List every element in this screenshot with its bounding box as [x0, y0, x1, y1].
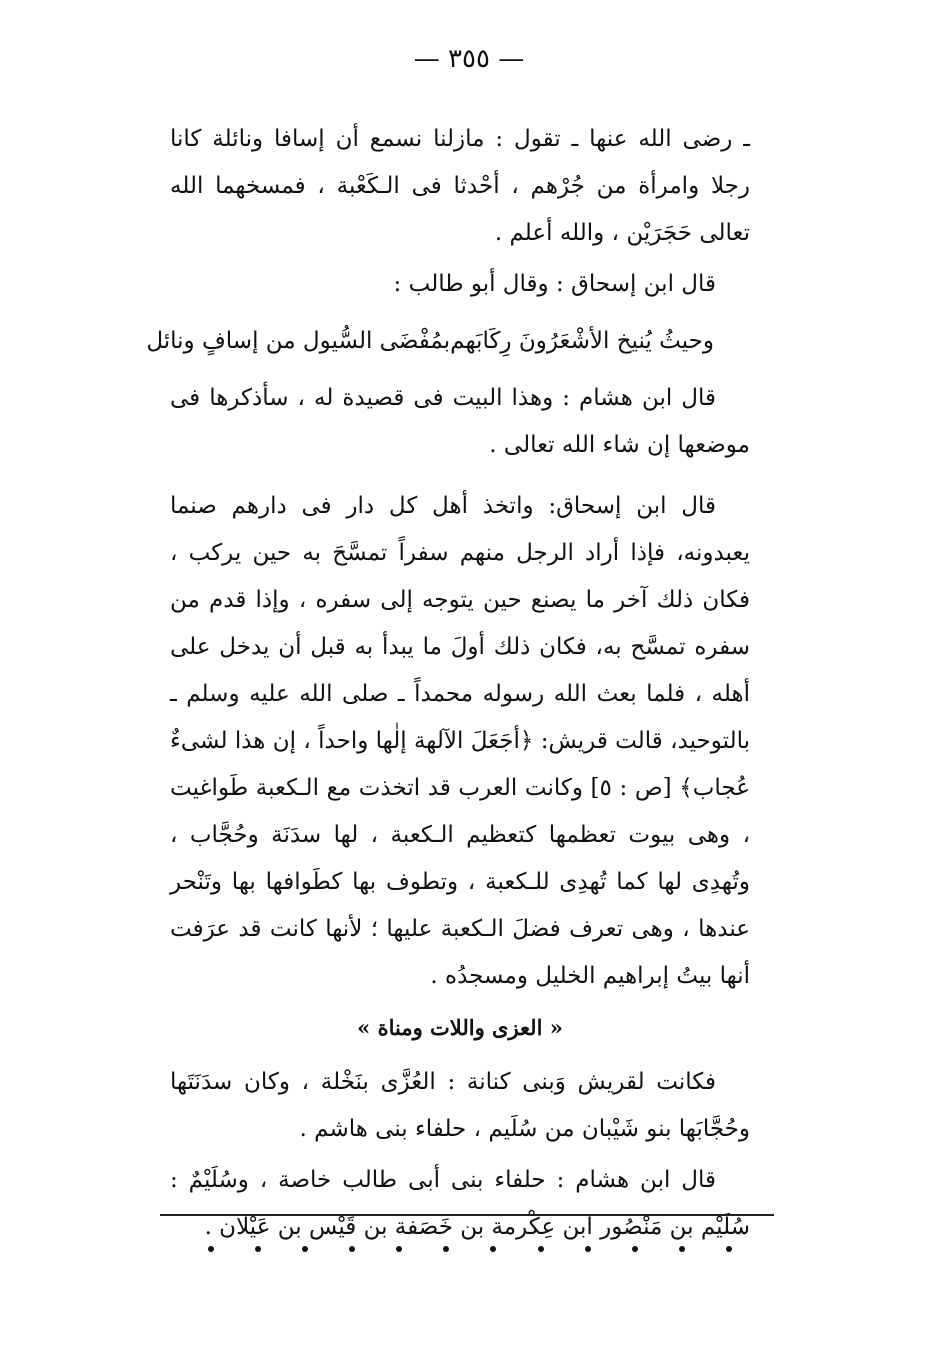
- poetry-verse: [146, 318, 714, 365]
- footer-dot: [538, 1246, 544, 1252]
- footer-dot: [208, 1246, 214, 1252]
- paragraph-abu-talib-intro: قال ابن إسحاق : وقال أبو طالب :: [393, 271, 716, 297]
- section-heading: « العزى واللات ومناة »: [357, 1015, 563, 1040]
- paragraph-ibn-hisham-note: قال ابن هشام : وهذا البيت فى قصيدة له ، سأذكرها فى موضعها إن شاء الله تعالى .: [170, 385, 750, 458]
- verse-first-hemistich: وحيثُ يُنيخ الأشْعَرُونَ رِكَابَهم: [450, 328, 714, 354]
- footer-dot: [679, 1246, 685, 1252]
- paragraph-idols-houses: قال ابن إسحاق: واتخذ أهل كل دار فى دارهم صنما يعبدونه، فإذا أراد الرجل منهم سفراً تمسَّحَ به حين يركب ، فكان ذلك آخر ما يصنع حين يتوجه إلى سفره ، وإذا قدم من سفره تمسَّح به، فكان ذلك أولَ ما يبدأ به قبل أن يدخل على أهله ، فلما بعث الله رسوله محمداً ـ صلى الله عليه وسلم ـ بالتوحيد، قالت قريش: ﴿أجَعَلَ الآلهة إلٰها واحداً ، إن هذا لشىءٌ عُجاب﴾ [ص : ٥] وكانت العرب قد اتخذت مع الـكعبة طَواغيت ، وهى بيوت تعظمها كتعظيم الـكعبة ، لها سدَنَة وحُجَّاب ، وتُهدِى لها كما تُهدِى للـكعبة ، وتطوف بها كطَوافها بها وتَنْحر عندها ، وهى تعرف فضلَ الـكعبة عليها ؛ لأنها كانت قد عرَفت أنها بيتُ إبراهيم الخليل ومسجدُه .: [170, 493, 750, 989]
- footer-rule: [160, 1214, 774, 1216]
- footer-dot: [490, 1246, 496, 1252]
- verse-second-hemistich: بمُفْضَى السُّيول من إسافٍ ونائل: [146, 328, 451, 354]
- footer-dot: [302, 1246, 308, 1252]
- page-number: — ٣٥٥ —: [413, 44, 525, 74]
- footer-dot: [585, 1246, 591, 1252]
- footer-dot: [632, 1246, 638, 1252]
- paragraph-opening: ـ رضى الله عنها ـ تقول : مازلنا نسمع أن إسافا ونائلة كانا رجلا وامرأة من جُرْهم ، أحْدثا فى الـكَعْبة ، فمسخهما الله تعالى حَجَرَيْن ، والله أعلم .: [170, 126, 750, 246]
- footer-dot: [396, 1246, 402, 1252]
- paragraph-uzza: فكانت لقريش وَبنى كنانة : العُزَّى بنَخْلة ، وكان سدَنَتَها وحُجَّابَها بنو شَيْبان من سُلَيم ، حلفاء بنى هاشم .: [170, 1069, 750, 1142]
- footer-dot: [726, 1246, 732, 1252]
- footer-dot: [443, 1246, 449, 1252]
- footer-dots: [208, 1246, 732, 1252]
- paragraph-sulaym: قال ابن هشام : حلفاء بنى أبى طالب خاصة ، وسُلَيْمٌ : سُلَيْم بن مَنْصُور ابن عِكْرمة بن خَصَفة بن قَيْس بن عَيْلان .: [170, 1167, 750, 1240]
- footer-dot: [255, 1246, 261, 1252]
- footer-dot: [349, 1246, 355, 1252]
- main-text: [146, 116, 750, 1251]
